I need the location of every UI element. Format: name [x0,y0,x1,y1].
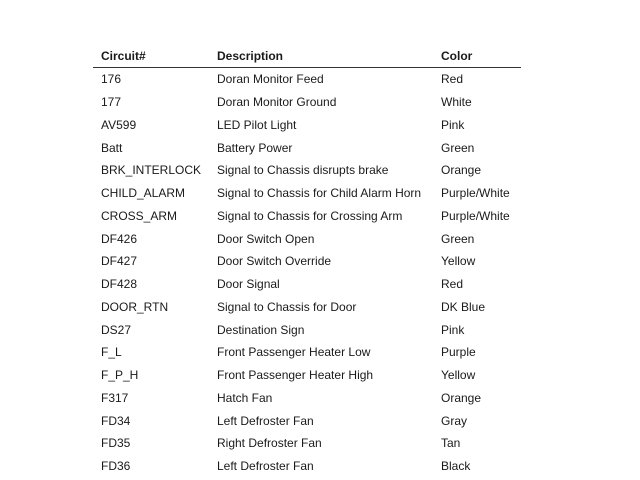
cell-description: Door Switch Override [217,254,332,269]
cell-circuit: AV599 [101,117,137,132]
cell-circuit: FD36 [101,459,131,474]
cell-color: Yellow [441,368,476,383]
table-row [93,182,521,205]
table-row [93,455,521,478]
header-description: Description [209,45,433,68]
cell-color: Purple/White [441,208,510,223]
cell-circuit: Batt [101,140,123,155]
cell-color: Red [441,277,464,292]
cell-circuit: 176 [101,72,122,87]
cell-description: Battery Power [217,140,293,155]
cell-circuit: CHILD_ALARM [101,186,186,201]
cell-description: Signal to Chassis for Crossing Arm [217,208,403,223]
header-row [93,45,521,68]
cell-circuit: F317 [101,390,129,405]
cell-description: Door Signal [217,277,280,292]
header-color: Color [433,45,521,68]
cell-description: Front Passenger Heater Low [217,345,371,360]
table-row [93,296,521,319]
cell-circuit: 177 [101,95,122,110]
table-row [93,159,521,182]
table-row [93,318,521,341]
cell-color: Pink [441,117,465,132]
cell-circuit: F_L [101,345,122,360]
cell-circuit: DS27 [101,322,132,337]
table-row [93,250,521,273]
cell-circuit: FD35 [101,436,131,451]
cell-color: Green [441,231,475,246]
table-row [93,227,521,250]
cell-circuit: FD34 [101,413,131,428]
cell-color: Tan [441,436,461,451]
table-row [93,114,521,137]
cell-color: Purple/White [441,186,510,201]
cell-color: Gray [441,413,468,428]
cell-description: Signal to Chassis disrupts brake [217,163,389,178]
cell-color: Yellow [441,254,476,269]
cell-description: Right Defroster Fan [217,436,322,451]
cell-circuit: DF428 [101,277,138,292]
cell-circuit: F_P_H [101,368,139,383]
header-circuit: Circuit# [93,45,209,68]
table-row [93,205,521,228]
cell-color: Orange [441,390,482,405]
cell-color: DK Blue [441,299,486,314]
cell-circuit: DF426 [101,231,138,246]
cell-description: Doran Monitor Feed [217,72,324,87]
cell-circuit: DOOR_RTN [101,299,169,314]
cell-circuit: DF427 [101,254,138,269]
cell-description: Door Switch Open [217,231,315,246]
cell-description: Signal to Chassis for Door [217,299,357,314]
cell-color: Purple [441,345,476,360]
cell-color: Red [441,72,464,87]
table-row [93,68,521,91]
cell-circuit: CROSS_ARM [101,208,178,223]
cell-description: Doran Monitor Ground [217,95,337,110]
cell-description: LED Pilot Light [217,117,297,132]
cell-color: Black [441,459,471,474]
cell-color: Green [441,140,475,155]
table-row [93,91,521,114]
cell-description: Front Passenger Heater High [217,368,374,383]
cell-description: Destination Sign [217,322,305,337]
table-row [93,136,521,159]
cell-description: Left Defroster Fan [217,459,314,474]
table-body [93,68,521,478]
table-row [93,341,521,364]
table-header [93,45,521,68]
table-row [93,273,521,296]
table-row [93,364,521,387]
table-row [93,409,521,432]
table-row [93,432,521,455]
cell-description: Hatch Fan [217,390,273,405]
table-row [93,387,521,410]
cell-color: White [441,95,472,110]
cell-description: Left Defroster Fan [217,413,314,428]
cell-color: Pink [441,322,465,337]
cell-description: Signal to Chassis for Child Alarm Horn [217,186,422,201]
circuit-table [93,45,521,478]
cell-circuit: BRK_INTERLOCK [101,163,202,178]
cell-color: Orange [441,163,482,178]
